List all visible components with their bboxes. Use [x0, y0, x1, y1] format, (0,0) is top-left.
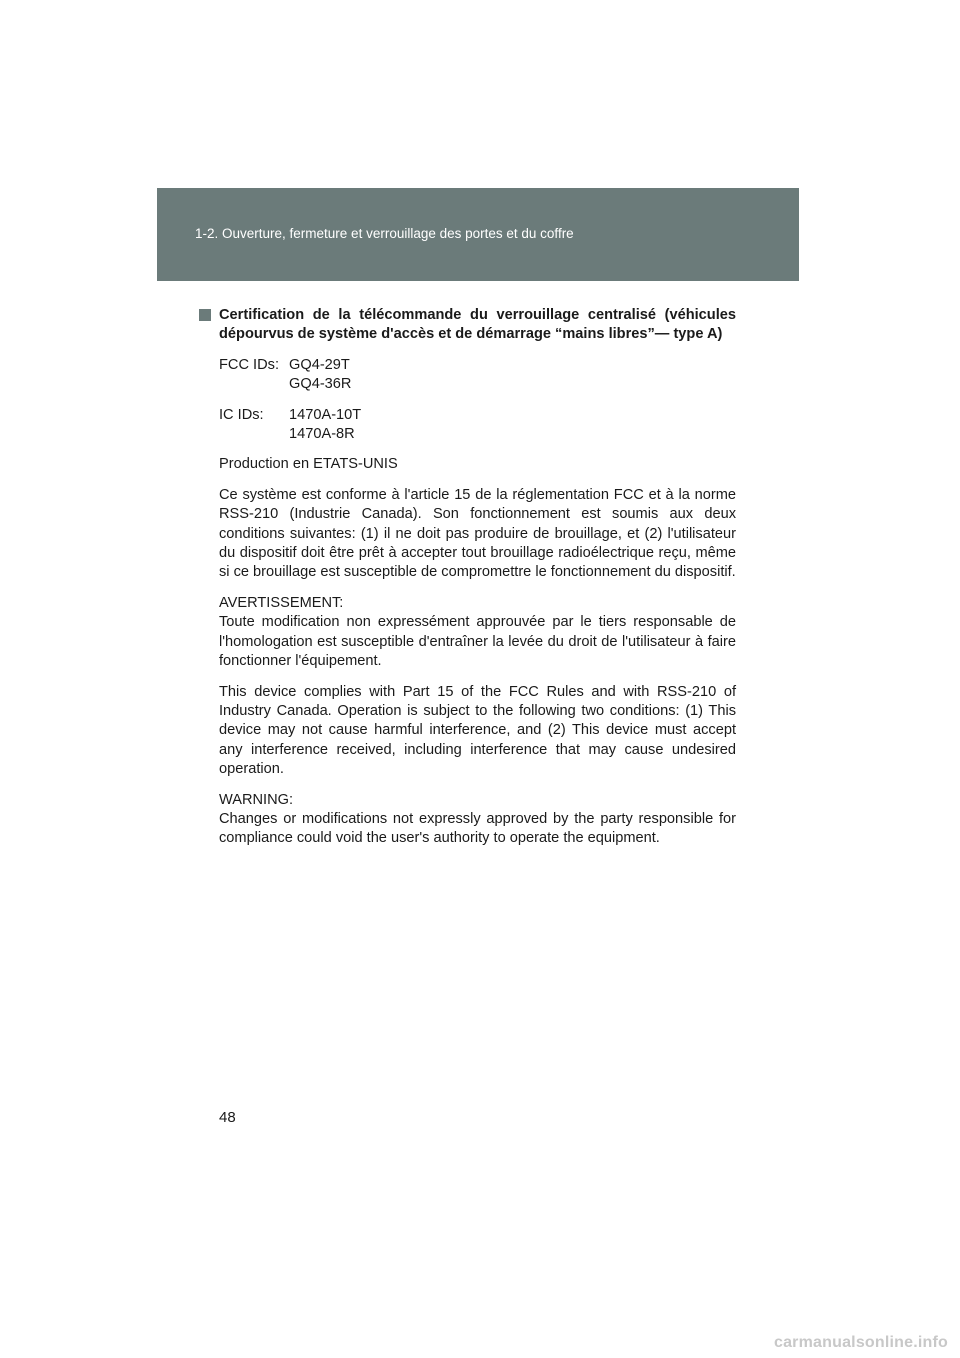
fcc-ids	[219, 356, 736, 395]
warning-fr-title: AVERTISSEMENT:	[219, 594, 344, 611]
warning-fr-text: Toute modification non expressément approuvée par le tiers responsable de l'homologation est susceptible d'entraîner la levée du droit de l'utilisateur à faire fonctionner l'équipement.	[219, 614, 736, 670]
section-title: 1-2. Ouverture, fermeture et verrouillage des portes et du coffre	[195, 226, 574, 241]
paragraph-en: This device complies with Part 15 of the FCC Rules and with RSS-210 of Industry Canada. Operation is subject to the following two conditions: (1) This device may not cause harmful interference, and (2) This device must accept any interference received, including interference that may cause undesired operation.	[219, 683, 736, 778]
production-note: Production en ETATS-UNIS	[219, 456, 398, 473]
ic-ids	[219, 406, 736, 445]
section-header-band	[157, 188, 799, 281]
paragraph-fr: Ce système est conforme à l'article 15 de la réglementation FCC et à la norme RSS-210 (Industrie Canada). Son fonctionnement est soumis aux deux conditions suivantes: (1) il ne doit pas produire de brouillage, et (2) l'utilisateur du dispositif doit être prêt à accepter tout brouillage radioélectrique reçu, même si ce brouillage est susceptible de compromettre le fonctionnement du dispositif.	[219, 486, 736, 581]
square-bullet-icon	[199, 309, 211, 321]
warning-en	[219, 791, 736, 849]
page-content	[219, 306, 736, 860]
page-number: 48	[219, 1109, 236, 1126]
ic-ids-label: IC IDs:	[219, 406, 264, 423]
warning-en-title: WARNING:	[219, 791, 294, 808]
ic-id-value: 1470A-8R	[289, 426, 355, 443]
warning-fr	[219, 594, 736, 672]
watermark: carmanualsonline.info	[773, 1334, 948, 1351]
section-heading-text: Certification de la télécommande du verrouillage centralisé (véhicules dépourvus de système d'accès et de démarrage “mains libres”— type A)	[219, 307, 736, 343]
fcc-ids-label: FCC IDs:	[219, 356, 279, 373]
fcc-id-value: GQ4-36R	[289, 376, 352, 393]
warning-en-text: Changes or modifications not expressly approved by the party responsible for compliance could void the user's authority to operate the equipment.	[219, 810, 736, 847]
section-heading	[219, 306, 736, 345]
fcc-id-value: GQ4-29T	[289, 356, 350, 373]
ic-id-value: 1470A-10T	[289, 406, 362, 423]
